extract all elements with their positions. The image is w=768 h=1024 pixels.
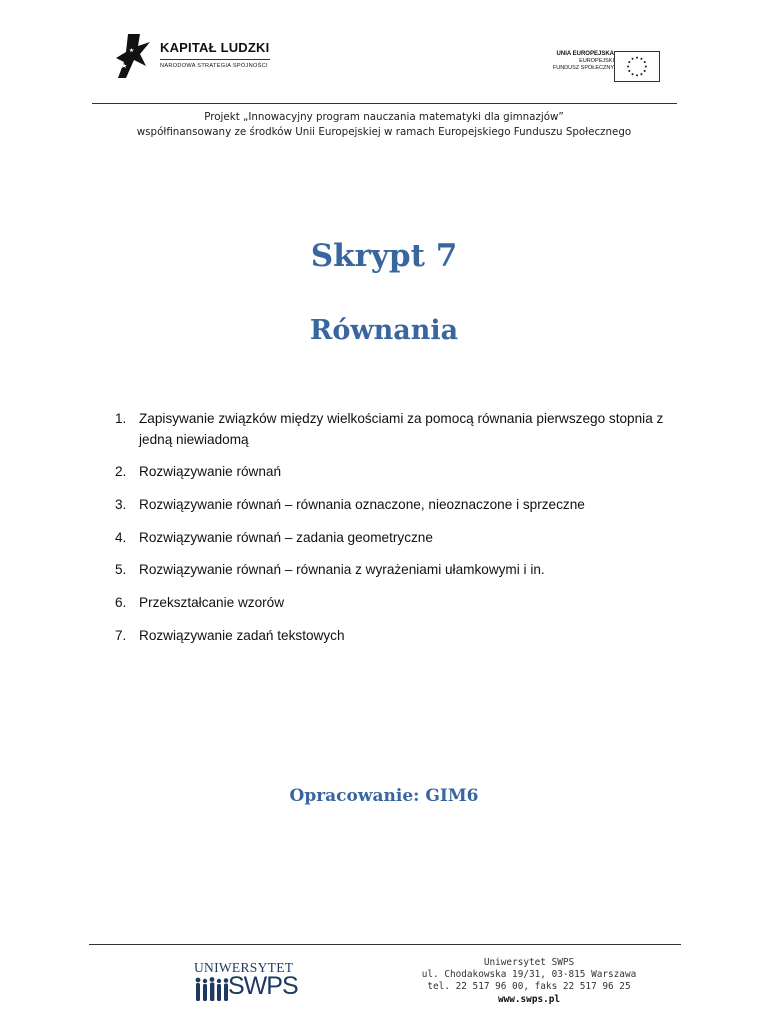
topic-item xyxy=(112,528,682,549)
topic-number: 5. xyxy=(115,562,127,578)
eu-star-icon xyxy=(636,74,638,76)
kapital-ludzki-logo xyxy=(116,32,286,82)
header-logos xyxy=(0,0,768,100)
topic-item xyxy=(112,626,682,647)
swps-logo-top: UNIWERSYTET xyxy=(194,960,294,975)
eu-star-icon xyxy=(632,58,634,60)
topic-number: 1. xyxy=(115,411,127,426)
topic-number: 3. xyxy=(115,496,127,512)
swps-logo xyxy=(192,958,314,1004)
eu-star-icon xyxy=(632,73,634,75)
project-line-2: współfinansowany ze środków Unii Europejskiej w ramach Europejskiego Funduszu Społecznego xyxy=(136,126,632,138)
eu-star-icon xyxy=(627,65,629,67)
eu-star-icon xyxy=(628,70,630,72)
kapital-ludzki-title: KAPITAŁ LUDZKI xyxy=(160,40,270,55)
eu-logo-line2: EUROPEJSKI xyxy=(579,58,614,64)
author-label: Opracowanie: xyxy=(289,786,420,806)
footer-address xyxy=(420,957,638,1006)
eu-star-icon xyxy=(636,57,638,59)
document-subtitle: Równania xyxy=(309,315,459,346)
topic-item xyxy=(112,409,682,450)
project-description xyxy=(0,110,768,140)
kapital-ludzki-subtitle: NARODOWA STRATEGIA SPÓJNOŚCI xyxy=(160,59,270,69)
topic-text: Rozwiązywanie równań – równania oznaczone, nieoznaczone i sprzeczne xyxy=(139,496,585,512)
address-line: tel. 22 517 96 00, faks 22 517 96 25 xyxy=(427,981,631,993)
topic-text: Rozwiązywanie zadań tekstowych xyxy=(139,627,345,643)
eu-logo-line3: FUNDUSZ SPOŁECZNY xyxy=(552,65,614,71)
footer-divider xyxy=(89,944,681,945)
eu-logo-line1: UNIA EUROPEJSKA xyxy=(556,51,614,57)
eu-star-icon xyxy=(640,58,642,60)
kapital-ludzki-emblem-icon xyxy=(116,32,152,80)
eu-star-icon xyxy=(645,65,647,67)
topic-number: 6. xyxy=(115,594,127,610)
project-line-1: Projekt „Innowacyjny program nauczania matematyki dla gimnazjów” xyxy=(204,111,564,123)
eu-star-icon xyxy=(644,70,646,72)
topic-number: 7. xyxy=(115,627,127,643)
topic-item xyxy=(112,560,682,581)
eu-logo-text xyxy=(553,51,614,72)
people-silhouettes-icon xyxy=(194,976,230,1002)
eu-flag-icon xyxy=(614,51,660,82)
topic-text: Rozwiązywanie równań xyxy=(139,464,282,480)
address-line: Uniwersytet SWPS xyxy=(483,957,575,968)
eu-star-icon xyxy=(640,73,642,75)
author-line xyxy=(0,786,768,806)
header-divider xyxy=(92,103,677,104)
document-title: Skrypt 7 xyxy=(310,238,458,274)
eu-star-icon xyxy=(644,61,646,63)
topic-list xyxy=(112,409,682,658)
topic-item xyxy=(112,495,682,516)
address-line: ul. Chodakowska 19/31, 03-815 Warszawa xyxy=(421,969,637,981)
website-link[interactable]: www.swps.pl xyxy=(497,993,561,1005)
topic-number: 2. xyxy=(115,464,127,480)
swps-logo-name: SWPS xyxy=(228,972,298,1000)
topic-text: Przekształcanie wzorów xyxy=(139,594,285,610)
topic-item xyxy=(112,462,682,483)
topic-text: Rozwiązywanie równań – zadania geometryczne xyxy=(139,529,433,545)
author-value: GIM6 xyxy=(425,786,479,806)
eu-star-icon xyxy=(628,61,630,63)
topic-item xyxy=(112,593,682,614)
topic-number: 4. xyxy=(115,529,127,545)
topic-text: Rozwiązywanie równań – równania z wyrażeniami ułamkowymi i in. xyxy=(139,562,545,578)
eu-logo xyxy=(538,51,662,85)
topic-text: Zapisywanie związków między wielkościami za pomocą równania pierwszego stopnia z jedną niewiadomą xyxy=(139,411,664,447)
